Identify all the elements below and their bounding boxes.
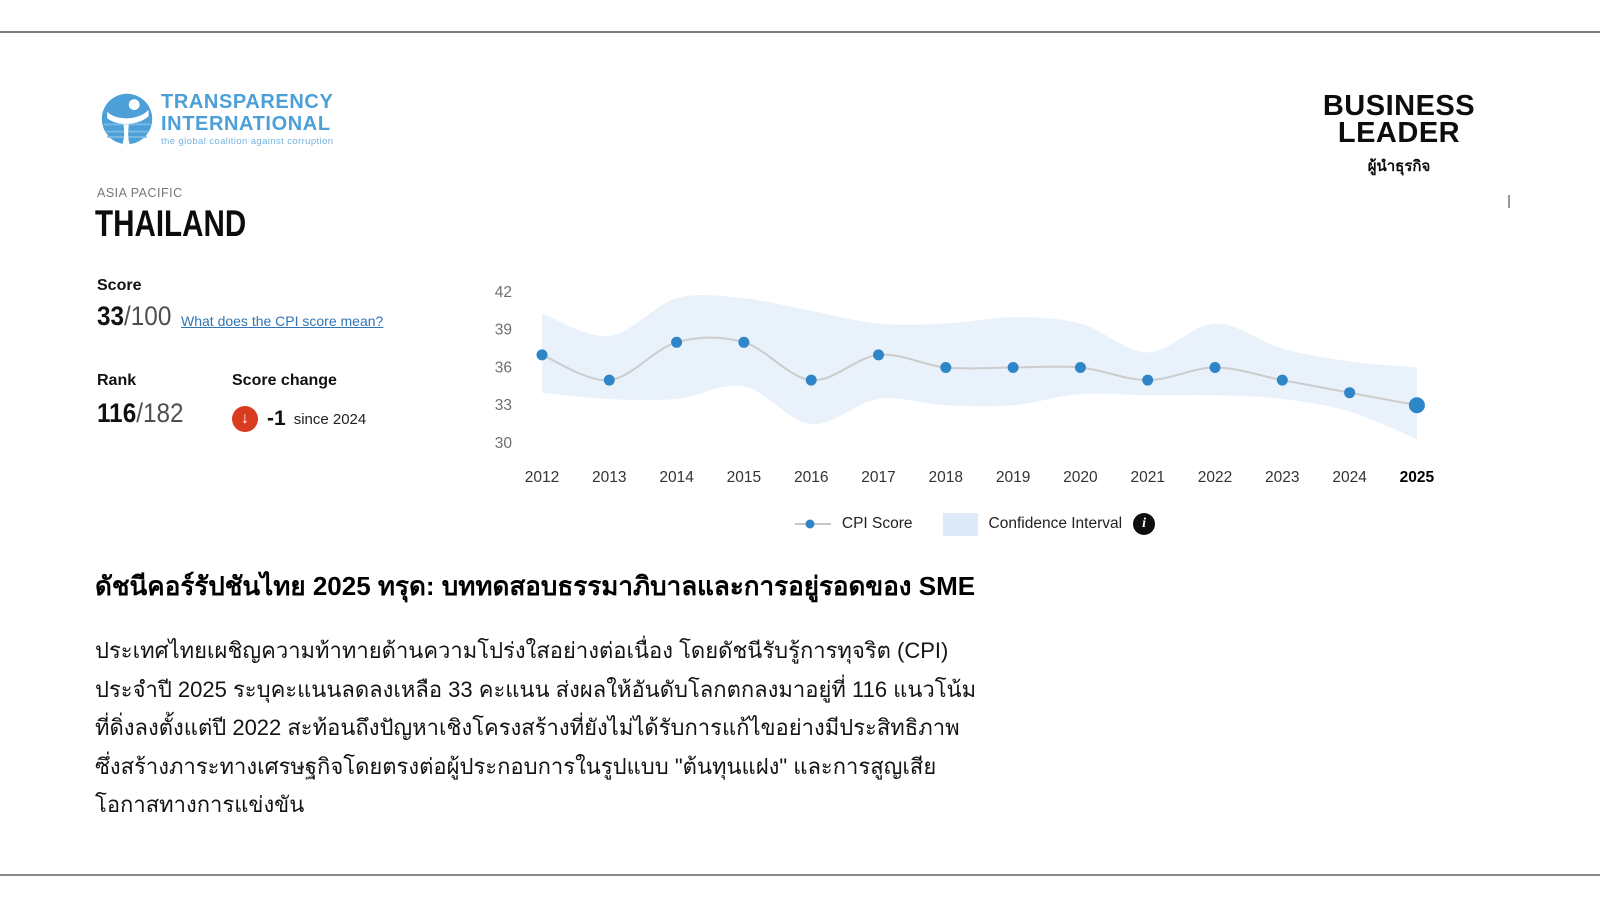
score-change-row bbox=[232, 406, 366, 432]
ti-globe-icon bbox=[100, 92, 154, 146]
chart-point-2021[interactable] bbox=[1142, 375, 1153, 386]
rank-label: Rank bbox=[97, 372, 137, 389]
legend-cpi-label: CPI Score bbox=[841, 515, 913, 532]
legend-item-cpi-score bbox=[795, 515, 913, 533]
transparency-international-logo bbox=[100, 92, 333, 147]
cpi-chart-svg bbox=[470, 272, 1480, 507]
region-label: ASIA PACIFIC bbox=[97, 186, 183, 200]
score-denominator: /100 bbox=[124, 301, 172, 331]
y-tick-label: 33 bbox=[494, 397, 512, 415]
top-divider bbox=[0, 31, 1600, 33]
chart-point-2015[interactable] bbox=[738, 337, 749, 348]
article-body-line: ที่ดิ่งลงตั้งแต่ปี 2022 สะท้อนถึงปัญหาเชิงโครงสร้างที่ยังไม่ได้รับการแก้ไขอย่างมีประสิทธิภาพ bbox=[95, 715, 960, 740]
rank-denominator: /182 bbox=[136, 398, 184, 428]
x-tick-label: 2025 bbox=[1399, 469, 1435, 486]
x-tick-label: 2021 bbox=[1130, 469, 1165, 486]
bottom-divider bbox=[0, 874, 1600, 876]
x-tick-label: 2019 bbox=[995, 469, 1031, 486]
x-tick-label: 2022 bbox=[1197, 469, 1233, 486]
cpi-score-meaning-link[interactable]: What does the CPI score mean? bbox=[181, 313, 384, 329]
article-body-line: โอกาสทางการแข่งขัน bbox=[95, 792, 305, 817]
x-tick-label: 2023 bbox=[1265, 469, 1300, 486]
article-body-line: ประจำปี 2025 ระบุคะแนนลดลงเหลือ 33 คะแนน ส่งผลให้อันดับโลกตกลงมาอยู่ที่ 116 แนวโน้ม bbox=[95, 676, 977, 702]
score-number: 33 bbox=[97, 301, 125, 331]
chart-point-2012[interactable] bbox=[537, 349, 548, 360]
info-icon[interactable]: i bbox=[1133, 513, 1155, 535]
ti-logo-line1: TRANSPARENCY bbox=[161, 91, 334, 113]
legend-ci-label: Confidence Interval bbox=[988, 515, 1123, 532]
chart-point-2018[interactable] bbox=[940, 362, 951, 373]
article-body bbox=[95, 632, 1145, 825]
score-decrease-icon: ↓ bbox=[232, 406, 258, 432]
cpi-line-marker-icon bbox=[795, 518, 831, 530]
chart-point-2016[interactable] bbox=[806, 375, 817, 386]
x-tick-label: 2020 bbox=[1063, 469, 1098, 486]
score-change-value: -1 bbox=[267, 407, 286, 430]
chart-point-2024[interactable] bbox=[1344, 387, 1355, 398]
publisher-line1: BUSINESS bbox=[1322, 90, 1476, 122]
confidence-interval-swatch-icon bbox=[943, 513, 978, 536]
ti-logo-tagline: the global coalition against corruption bbox=[161, 136, 334, 147]
article-body-line: ซึ่งสร้างภาระทางเศรษฐกิจโดยตรงต่อผู้ประกอบการในรูปแบบ "ต้นทุนแฝง" และการสูญเสีย bbox=[95, 753, 937, 779]
x-tick-label: 2018 bbox=[928, 469, 964, 486]
chart-point-2019[interactable] bbox=[1008, 362, 1019, 373]
chart-point-2022[interactable] bbox=[1210, 362, 1221, 373]
legend-item-confidence-interval bbox=[943, 513, 1156, 536]
score-change-label: Score change bbox=[232, 372, 337, 389]
article-headline: ดัชนีคอร์รัปชันไทย 2025 ทรุด: บททดสอบธรรมาภิบาลและการอยู่รอดของ SME bbox=[95, 571, 976, 601]
article-body-line: ประเทศไทยเผชิญความท้าทายด้านความโปร่งใสอย่างต่อเนื่อง โดยดัชนีรับรู้การทุจริต (CPI) bbox=[95, 638, 949, 663]
x-tick-label: 2017 bbox=[861, 469, 896, 486]
x-tick-label: 2015 bbox=[726, 469, 762, 486]
x-tick-label: 2024 bbox=[1332, 469, 1367, 486]
publisher-thai-name: ผู้นำธุรกิจ bbox=[1367, 158, 1431, 175]
chart-point-2013[interactable] bbox=[604, 375, 615, 386]
chart-point-2025[interactable] bbox=[1409, 397, 1425, 413]
chart-point-2017[interactable] bbox=[873, 349, 884, 360]
y-tick-label: 36 bbox=[494, 359, 512, 377]
publisher-line2: LEADER bbox=[1337, 117, 1461, 149]
y-tick-label: 39 bbox=[494, 321, 512, 339]
score-value bbox=[97, 301, 171, 332]
chart-legend bbox=[470, 507, 1480, 541]
ti-logo-line2: INTERNATIONAL bbox=[161, 113, 331, 135]
confidence-interval-band bbox=[542, 295, 1417, 439]
y-tick-label: 30 bbox=[494, 435, 512, 452]
chart-point-2023[interactable] bbox=[1277, 375, 1288, 386]
rank-number: 116 bbox=[97, 398, 137, 428]
cpi-trend-chart[interactable] bbox=[470, 272, 1480, 507]
chart-point-2020[interactable] bbox=[1075, 362, 1086, 373]
country-title: THAILAND bbox=[95, 203, 247, 244]
business-leader-logo bbox=[1318, 90, 1480, 178]
score-label: Score bbox=[97, 277, 142, 294]
x-tick-label: 2016 bbox=[793, 469, 829, 486]
x-tick-label: 2012 bbox=[524, 469, 560, 486]
x-tick-label: 2014 bbox=[659, 469, 694, 486]
chart-point-2014[interactable] bbox=[671, 337, 682, 348]
y-tick-label: 42 bbox=[494, 284, 512, 301]
score-change-note: since 2024 bbox=[293, 410, 367, 428]
text-cursor-artifact bbox=[1508, 195, 1510, 208]
rank-value bbox=[97, 398, 184, 429]
x-tick-label: 2013 bbox=[592, 469, 627, 486]
